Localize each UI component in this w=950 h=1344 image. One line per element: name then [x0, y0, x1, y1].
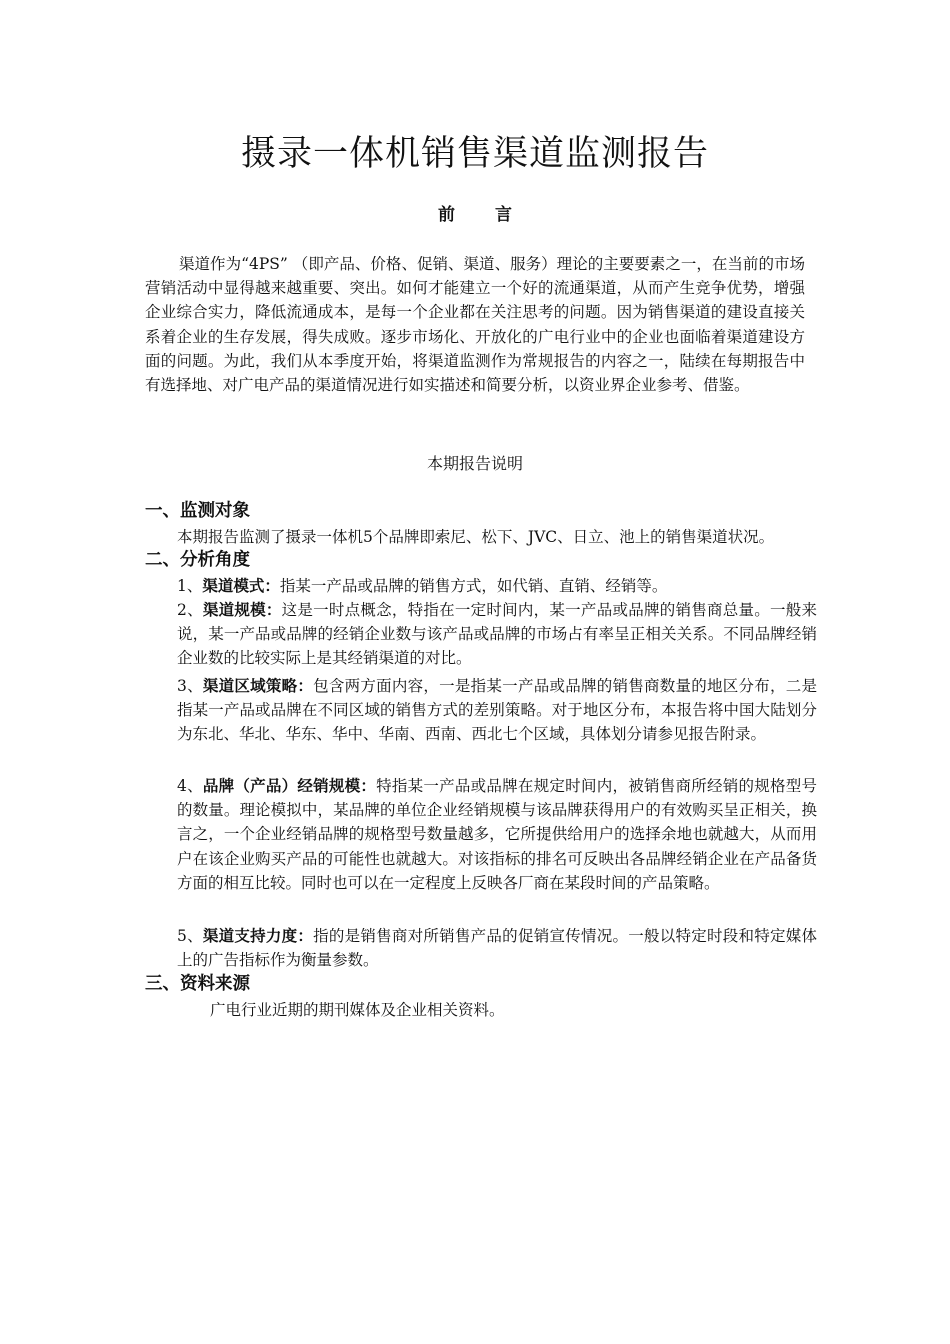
item-term: 渠道规模：: [202, 601, 282, 619]
item-term: 渠道模式：: [202, 577, 280, 595]
analysis-item-channel-scale: [177, 598, 817, 671]
item-prefix: 4、: [177, 777, 203, 795]
item-prefix: 3、: [177, 677, 203, 695]
item-text: 指的是销售商对所销售产品的促销宣传情况。一般以特定时段和特定媒体上的广告指标作为衡量参数。: [177, 927, 817, 970]
report-notes-heading: 本期报告说明: [426, 454, 523, 473]
item-text: 特指某一产品或品牌在规定时间内，被销售商所经销的规格型号的数量。理论模拟中，某品牌的单位企业经销规模与该品牌获得用户的有效购买呈正相关，换言之，一个企业经销品牌的规格型号数量越多，它所提供给用户的选择余地也就越大，从而用户在该企业购买产品的可能性也就越大。对该指标的排名可反映出各品牌经销企业在产品备货方面的相互比较。同时也可以在一定程度上反映各厂商在某段时间的产品策略。: [177, 777, 817, 892]
section-body-monitoring-targets: 本期报告监测了摄录一体机5个品牌即索尼、松下、JVC、日立、池上的销售渠道状况。: [177, 528, 775, 546]
preface-heading: 前言: [438, 205, 552, 225]
analysis-item-channel-support: [177, 924, 817, 972]
section-heading-data-sources: 三、资料来源: [145, 974, 250, 994]
analysis-item-brand-distribution-scale: [177, 774, 817, 895]
item-prefix: 1、: [177, 577, 203, 595]
analysis-item-regional-strategy: [177, 674, 817, 747]
section-heading-analysis-angles: 二、分析角度: [145, 550, 250, 570]
item-prefix: 5、: [177, 927, 203, 945]
item-term: 品牌（产品）经销规模：: [202, 777, 377, 795]
section-body-data-sources: 广电行业近期的期刊媒体及企业相关资料。: [210, 1001, 505, 1019]
item-text: 包含两方面内容，一是指某一产品或品牌的销售商数量的地区分布，二是指某一产品或品牌在不同区域的销售方式的差别策略。对于地区分布，本报告将中国大陆划分为东北、华北、华东、华中、华南、西南、西北七个区域，具体划分请参见报告附录。: [177, 677, 817, 744]
section-heading-monitoring-targets: 一、监测对象: [145, 501, 250, 521]
preface-paragraph: 渠道作为“4PS” （即产品、价格、促销、渠道、服务）理论的主要要素之一，在当前的市场营销活动中显得越来越重要、突出。如何才能建立一个好的流通渠道，从而产生竞争优势，增强企业综合实力，降低流通成本，是每一个企业都在关注思考的问题。因为销售渠道的建设直接关系着企业的生存发展，得失成败。逐步市场化、开放化的广电行业中的企业也面临着渠道建设方面的问题。为此，我们从本季度开始，将渠道监测作为常规报告的内容之一，陆续在每期报告中有选择地、对广电产品的渠道情况进行如实描述和简要分析，以资业界企业参考、借鉴。: [145, 255, 805, 395]
document-title: 摄录一体机销售渠道监测报告: [240, 134, 709, 174]
item-term: 渠道支持力度：: [202, 927, 314, 945]
item-text: 这是一时点概念，特指在一定时间内，某一产品或品牌的销售商总量。一般来说，某一产品或品牌的经销企业数与该产品或品牌的市场占有率呈正相关关系。不同品牌经销企业数的比较实际上是其经销渠道的对比。: [177, 601, 817, 668]
item-term: 渠道区域策略：: [202, 677, 314, 695]
item-prefix: 2、: [177, 601, 203, 619]
analysis-item-channel-mode: [177, 574, 817, 598]
item-text: 指某一产品或品牌的销售方式，如代销、直销、经销等。: [279, 577, 668, 595]
